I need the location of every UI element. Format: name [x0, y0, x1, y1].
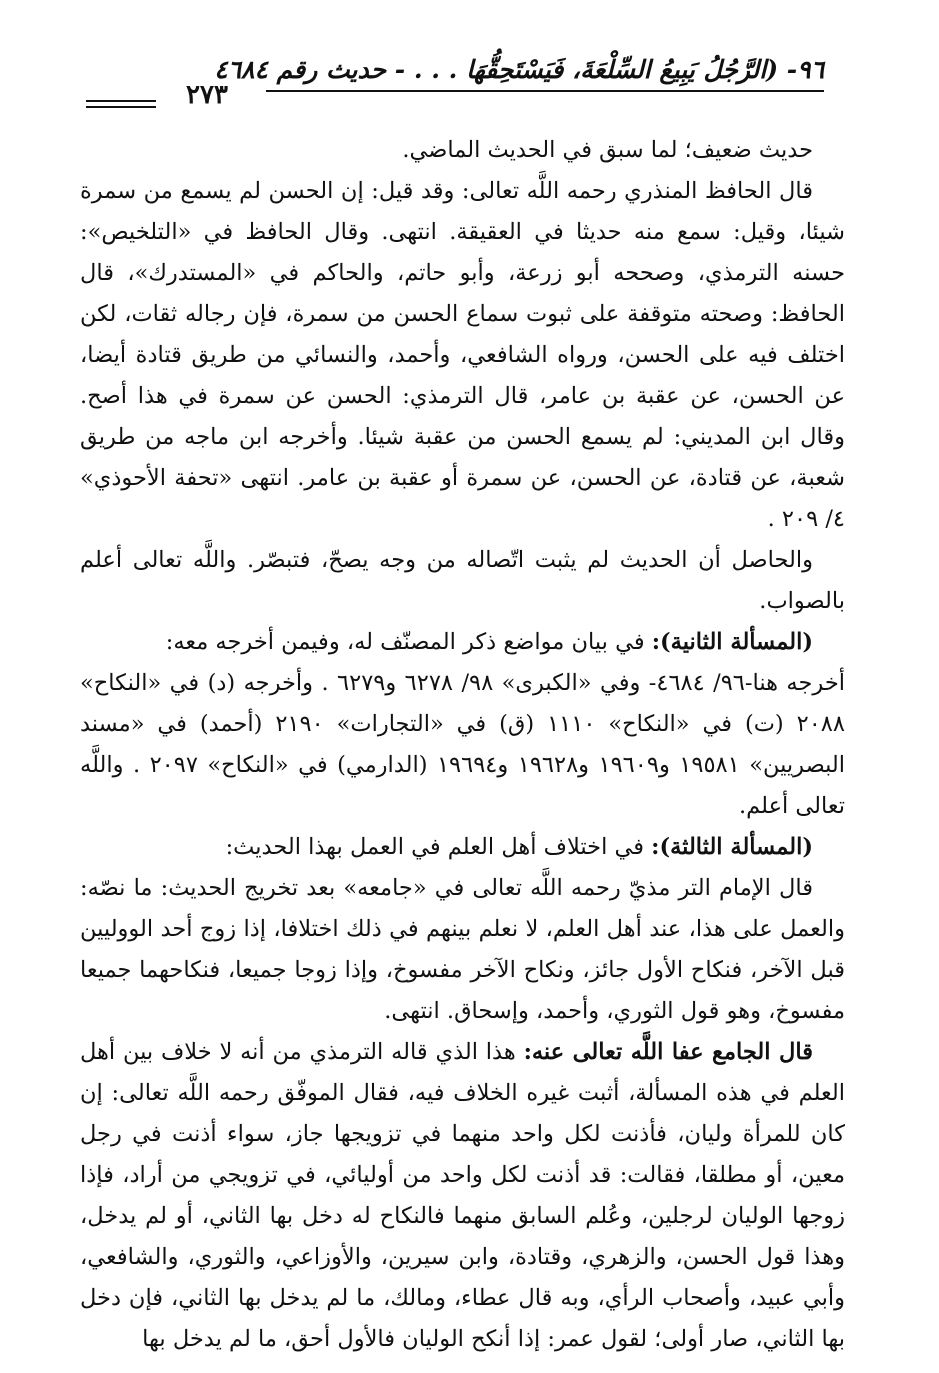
paragraph-text: قال الحافظ المنذري رحمه اللَّه تعالى: وقد قيل: إن الحسن لم يسمع من سمرة شيئا، وقيل: سمع منه حديثا في العقيقة. انتهى. وقال الحافظ في «التلخيص»: حسنه الترمذي، وصححه أبو زرعة، وأبو حاتم، والحاكم في «المستدرك»، قال الحافظ: وصحته متوقفة على ثبوت سماع الحسن من سمرة، فإن رجاله ثقات، لكن اختلف فيه على الحسن، ورواه الشافعي، وأحمد، والنسائي من طريق قتادة أيضا، عن الحسن، عن عقبة بن عامر، قال الترمذي: الحسن عن سمرة في هذا أصح. وقال ابن المديني: لم يسمع الحسن من عقبة شيئا. وأخرجه ابن ماجه من طريق شعبة، عن قتادة، عن الحسن، عن سمرة أو عقبة بن عامر. انتهى «تحفة الأحوذي» ٤/ ٢٠٩ . — [80, 178, 845, 532]
paragraph-5 — [80, 663, 845, 827]
header-rule — [266, 90, 824, 92]
paragraph-7 — [80, 868, 845, 1032]
paragraph-text: أخرجه هنا-٩٦/ ٤٦٨٤- وفي «الكبرى» ٩٨/ ٦٢٧٨ و٦٢٧٩ . وأخرجه (د) في «النكاح» ٢٠٨٨ (ت) في «النكاح» ١١١٠ (ق) في «التجارات» ٢١٩٠ (أحمد) في «مسند البصريين» ١٩٥٨١ و١٩٦٠٩ و١٩٦٢٨ و١٩٦٩٤ (الدارمي) في «النكاح» ٢٠٩٧ . واللَّه تعالى أعلم. — [80, 670, 845, 819]
author-note-heading: قال الجامع عفا اللَّه تعالى عنه: — [523, 1039, 813, 1065]
section-heading: (المسألة الثالثة): — [651, 834, 813, 860]
page-number-rules — [86, 100, 156, 112]
page-header — [86, 52, 824, 110]
paragraph-6 — [80, 827, 845, 868]
section-heading: (المسألة الثانية): — [651, 629, 813, 655]
page-number: ٢٧٣ — [186, 80, 228, 110]
paragraph-text: هذا الذي قاله الترمذي من أنه لا خلاف بين أهل العلم في هذه المسألة، أثبت غيره الخلاف فيه، فقال الموفّق رحمه اللَّه تعالى: إن كان للمرأة وليان، فأذنت لكل واحد منهما في تزويجها جاز، سواء أذنت في رجل معين، أو مطلقا، فقالت: قد أذنت لكل واحد من أوليائي، في تزويجي من أراد، فإذا زوجها الوليان لرجلين، وعُلم السابق منهما فالنكاح له دخل بها الثاني، أو لم يدخل، وهذا قول الحسن، والزهري، وقتادة، وابن سيرين، والأوزاعي، والثوري، والشافعي، وأبي عبيد، وأصحاب الرأي، وبه قال عطاء، ومالك، ما لم يدخل بها الثاني، فإن دخل بها الثاني، صار أولى؛ لقول عمر: إذا أنكح الوليان فالأول أحق، ما لم يدخل بها — [80, 1039, 845, 1352]
paragraph-text: قال الإمام التر مذيّ رحمه اللَّه تعالى في «جامعه» بعد تخريج الحديث: ما نصّه: والعمل على هذا، عند أهل العلم، لا نعلم بينهم في ذلك اختلافا، إذا زوج أحد الووليين قبل الآخر، فنكاح الأول جائز، ونكاح الآخر مفسوخ، وإذا زوجا جميعا، فنكاحهما جميعا مفسوخ، وهو قول الثوري، وأحمد، وإسحاق. انتهى. — [80, 875, 845, 1024]
paragraph-text: في بيان مواضع ذكر المصنّف له، وفيمن أخرجه معه: — [165, 629, 652, 655]
paragraph-2 — [80, 171, 845, 540]
paragraph-8 — [80, 1032, 845, 1360]
paragraph-text: حديث ضعيف؛ لما سبق في الحديث الماضي. — [402, 137, 813, 163]
running-title: ٩٦- (الرَّجُلُ يَبِيعُ السِّلْعَةَ، فَيَسْتَحِقُّهَا . . . - حديث رقم ٤٦٨٤ — [214, 55, 824, 84]
paragraph-1 — [80, 130, 845, 171]
body-text — [80, 130, 845, 1360]
paragraph-4 — [80, 622, 845, 663]
paragraph-text: والحاصل أن الحديث لم يثبت اتّصاله من وجه يصحّ، فتبصّر. واللَّه تعالى أعلم بالصواب. — [80, 547, 845, 614]
paragraph-3 — [80, 540, 845, 622]
paragraph-text: في اختلاف أهل العلم في العمل بهذا الحديث: — [225, 834, 652, 860]
